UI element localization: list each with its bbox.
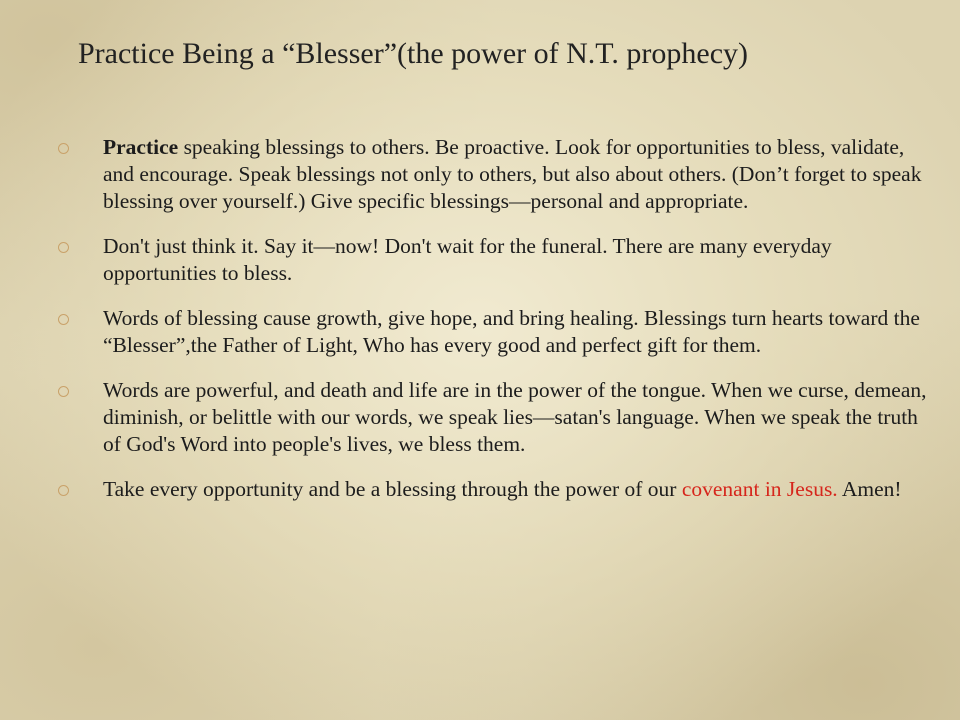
bullet-text: Words of blessing cause growth, give hope, and bring healing. Blessings turn hearts toward the “Blesser”,the Father of Light, Who has every good and perfect gift for them. xyxy=(103,306,920,357)
bullet-accent-text: covenant in Jesus. xyxy=(681,477,838,501)
bullet-item-practice xyxy=(58,134,938,215)
circle-bullet-icon xyxy=(58,242,69,253)
bullet-tail-text: Amen! xyxy=(837,477,902,501)
circle-bullet-icon xyxy=(58,314,69,325)
bullet-lead-text: Practice xyxy=(103,135,179,159)
bullet-item-words-are-powerful xyxy=(58,377,938,458)
circle-bullet-icon xyxy=(58,386,69,397)
bullet-text: Take every opportunity and be a blessing through the power of our xyxy=(103,477,682,501)
circle-bullet-icon xyxy=(58,143,69,154)
bullet-text: Words are powerful, and death and life are in the power of the tongue. When we curse, demean, diminish, or belittle with our words, we speak lies—satan's language. When we speak the truth of God's Word into people's lives, we bless them. xyxy=(103,378,927,456)
bullet-item-take-every-opportunity xyxy=(58,476,938,503)
bullet-item-words-of-blessing xyxy=(58,305,938,359)
circle-bullet-icon xyxy=(58,485,69,496)
slide-title: Practice Being a “Blesser”(the power of N.T. prophecy) xyxy=(78,37,749,70)
bullet-text: Don't just think it. Say it—now! Don't wait for the funeral. There are many everyday opportunities to bless. xyxy=(103,234,832,285)
bullet-item-say-it xyxy=(58,233,938,287)
bullet-text: speaking blessings to others. Be proactive. Look for opportunities to bless, validate, and encourage. Speak blessings not only to others, but also about others. (Don’t forget to speak blessing over yourself.) Give specific blessings—personal and appropriate. xyxy=(103,135,922,213)
bullet-list xyxy=(58,134,938,521)
